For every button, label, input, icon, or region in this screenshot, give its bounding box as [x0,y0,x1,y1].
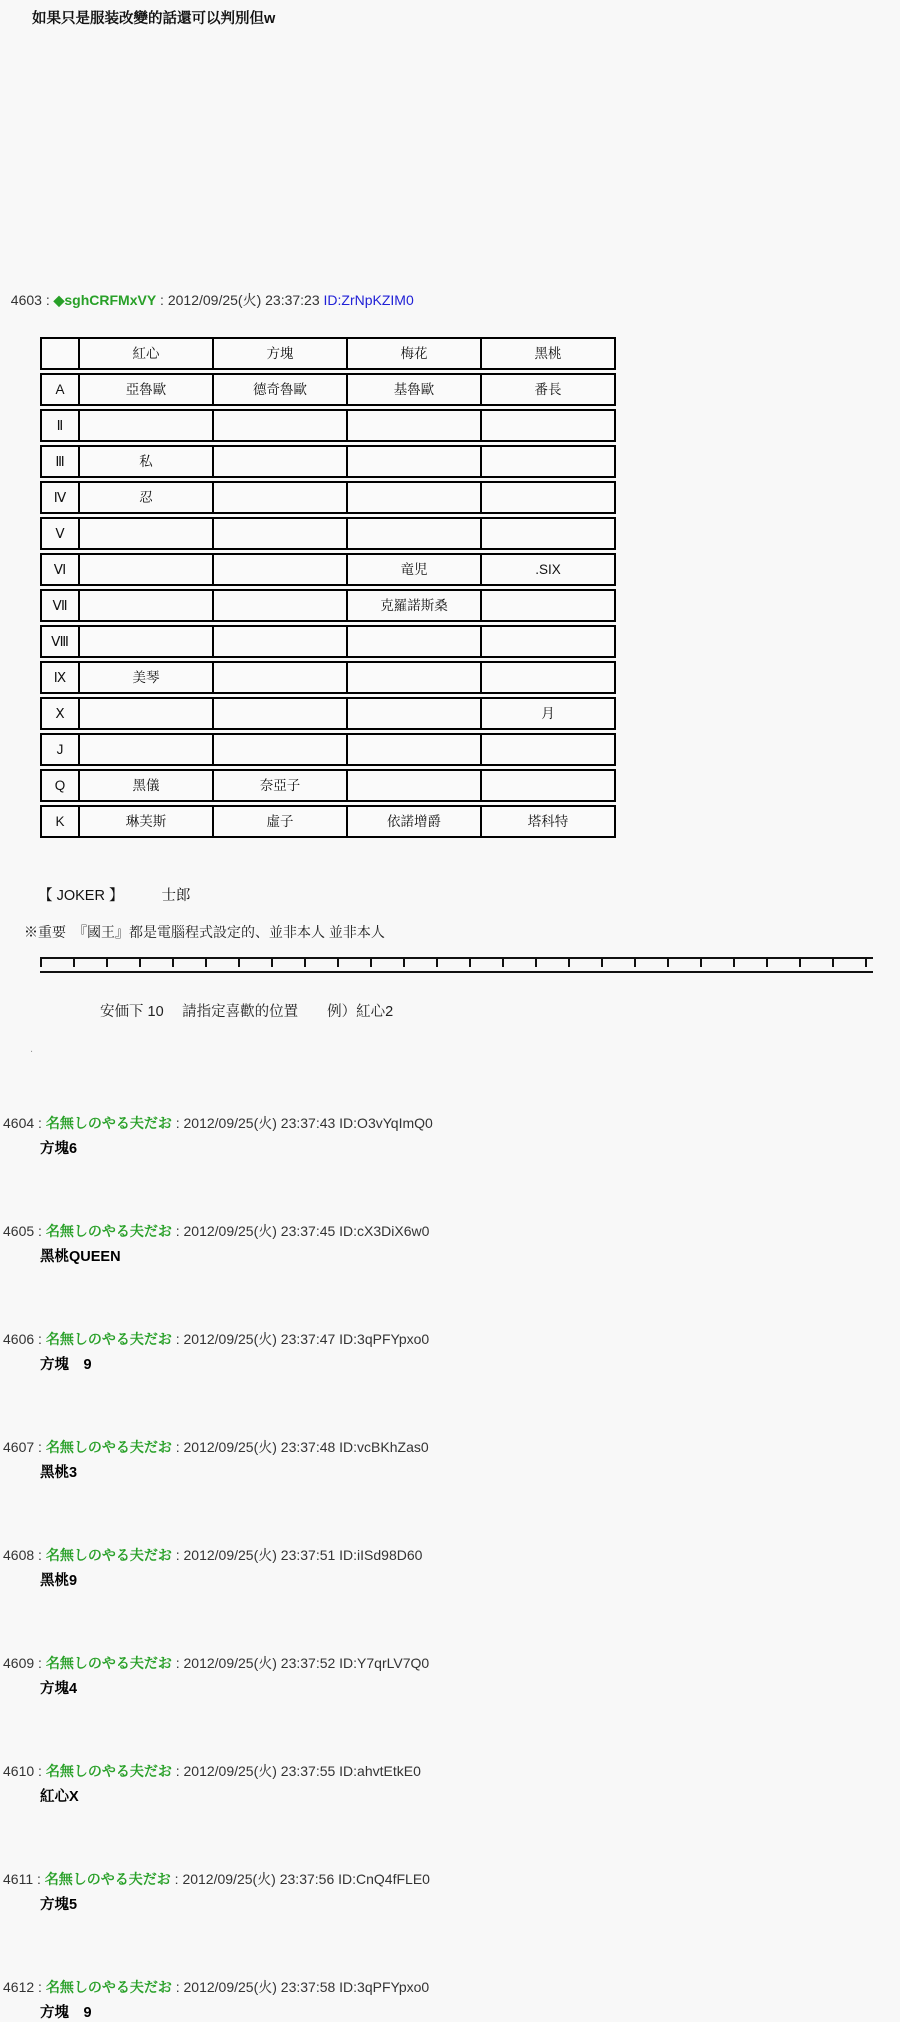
post-number: 4606 [3,1331,35,1347]
post-number: 4609 [3,1655,35,1671]
post-header [3,1977,900,1997]
table-row [40,517,616,550]
separator-colon: : [34,1331,46,1347]
post-id: ID:3qPFYpxo0 [339,1331,430,1347]
post-id: ID:vcBKhZas0 [339,1439,429,1455]
post-header [3,1437,900,1457]
table-row [40,481,616,514]
ladder-ticks [40,959,873,967]
post [0,1869,900,1914]
card-cell [212,735,346,764]
post [0,1545,900,1590]
card-cell [346,447,480,476]
post-number: 4604 [3,1115,35,1131]
card-cell [78,735,212,764]
corner-cell [42,339,78,368]
post [0,1221,900,1266]
card-cell [346,483,480,512]
poster-name: 名無しのやる夫だお [45,1115,172,1131]
card-cell: 亞魯歐 [78,375,212,404]
poster-name: 名無しのやる夫だお [45,1223,172,1239]
post-body: 方塊5 [40,1897,78,1913]
rank-cell: Ⅲ [55,454,65,469]
card-cell [212,591,346,620]
rank-cell: Ⅸ [53,670,67,685]
suit-header: 方塊 [212,339,346,368]
poster-name: 名無しのやる夫だお [45,1763,172,1779]
poster-name: 名無しのやる夫だお [45,1547,172,1563]
card-cell [212,663,346,692]
post-number: 4608 [3,1547,35,1563]
post-date: 2012/09/25(火) 23:37:23 [167,292,324,308]
card-cell [346,663,480,692]
card-cell [346,519,480,548]
card-cell: 忍 [78,483,212,512]
op-post-header [3,274,900,310]
post-body: 方塊4 [40,1681,78,1697]
table-row [40,805,616,838]
separator-colon: : [34,1439,46,1455]
card-cell [346,699,480,728]
card-cell [480,591,614,620]
card-cell: 基魯歐 [346,375,480,404]
table-row [40,445,616,478]
separator-colon: : [171,1655,184,1671]
table-row [40,661,616,694]
post [0,1329,900,1374]
post-id: ID:ahvtEtkE0 [339,1763,421,1779]
card-cell [78,591,212,620]
important-note: ※重要 『國王』都是電腦程式設定的、並非本人 並非本人 [24,924,385,940]
table-row [40,589,616,622]
post-date: 2012/09/25(火) 23:37:51 [183,1547,340,1563]
card-cell: 美琴 [78,663,212,692]
card-cell [480,735,614,764]
card-cell: 依諾增爵 [346,807,480,836]
rank-cell: J [56,742,64,757]
card-cell: 奈亞子 [212,771,346,800]
card-table [40,337,616,838]
table-row [40,625,616,658]
separator-colon: : [33,1871,45,1887]
post-header [3,1545,900,1565]
card-cell [212,447,346,476]
separator-colon: : [170,1871,183,1887]
card-cell [78,519,212,548]
poster-name: 名無しのやる夫だお [45,1979,172,1995]
post-body: 紅心X [40,1789,79,1805]
separator-colon: : [171,1547,184,1563]
card-cell [78,627,212,656]
card-cell [212,699,346,728]
suit-header: 黑桃 [480,339,614,368]
card-cell [480,627,614,656]
poster-tripcode-name: ◆sghCRFMxVY [53,292,157,308]
suit-header: 紅心 [78,339,212,368]
joker-value: 士郎 [161,888,191,904]
card-cell [480,483,614,512]
post-date: 2012/09/25(火) 23:37:55 [183,1763,340,1779]
post-header [3,1113,900,1133]
post-date: 2012/09/25(火) 23:37:45 [183,1223,340,1239]
post [0,1653,900,1698]
post [0,1437,900,1482]
separator-colon: : [34,1547,46,1563]
post [0,1113,900,1158]
poster-name: 名無しのやる夫だお [45,1331,172,1347]
card-cell [212,519,346,548]
card-cell [212,555,346,584]
post-id: ID:O3vYqImQ0 [339,1115,433,1131]
post-date: 2012/09/25(火) 23:37:47 [183,1331,340,1347]
card-cell [212,411,346,440]
post-header [3,1869,900,1889]
post-body: 黑桃QUEEN [40,1249,121,1265]
post-id: ID:CnQ4fFLE0 [338,1871,430,1887]
joker-label: 【 JOKER 】 [38,888,124,904]
post-header [3,1653,900,1673]
table-row [40,769,616,802]
rank-cell: Ⅹ [55,706,65,721]
card-cell [78,699,212,728]
table-row [40,553,616,586]
card-cell [480,663,614,692]
poster-name: 名無しのやる夫だお [44,1871,171,1887]
rank-cell: Ⅱ [56,418,64,433]
table-row [40,373,616,406]
anchor-instruction: 安価下 10 請指定喜歡的位置 例）紅心2 [100,1004,394,1020]
separator-colon: : [34,1979,46,1995]
post-body: 黑桃9 [40,1573,78,1589]
card-cell: 塔科特 [480,807,614,836]
card-cell: 月 [480,699,614,728]
post-number: 4603 [10,292,42,308]
card-cell [212,483,346,512]
post [0,1761,900,1806]
rank-cell: K [55,814,65,829]
card-cell: 虛子 [212,807,346,836]
post-header [3,1221,900,1241]
suit-header: 梅花 [346,339,480,368]
post-id: ID:iISd98D60 [339,1547,423,1563]
card-cell [346,771,480,800]
poster-name: 名無しのやる夫だお [45,1655,172,1671]
rank-cell: Ⅷ [51,634,69,649]
card-cell [346,627,480,656]
card-cell: 琳芙斯 [78,807,212,836]
card-cell: 竜児 [346,555,480,584]
joker-line [30,868,900,905]
separator-colon: : [34,1763,46,1779]
separator-colon: : [171,1223,184,1239]
post-id: ID:Y7qrLV7Q0 [339,1655,430,1671]
separator-colon: : [171,1115,184,1131]
post-header [3,1329,900,1349]
post-id: ID:3qPFYpxo0 [339,1979,430,1995]
card-cell: 番長 [480,375,614,404]
card-cell [346,411,480,440]
stray-dot: . [30,1043,34,1055]
table-header-row [40,337,616,370]
separator-colon: : [171,1763,184,1779]
ladder-divider [40,957,873,973]
post-id-link[interactable]: ID:ZrNpKZIM0 [323,292,414,308]
card-cell [480,519,614,548]
post-date: 2012/09/25(火) 23:37:52 [183,1655,340,1671]
card-cell [78,411,212,440]
post-header [3,1761,900,1781]
card-cell [212,627,346,656]
post-body: 黑桃3 [40,1465,78,1481]
separator-colon: : [156,292,168,308]
post-body: 方塊6 [40,1141,78,1157]
separator-colon: : [34,1223,46,1239]
post-date: 2012/09/25(火) 23:37:48 [183,1439,340,1455]
post-date: 2012/09/25(火) 23:37:58 [183,1979,340,1995]
rank-cell: Q [54,778,66,793]
card-cell [480,771,614,800]
card-cell [480,447,614,476]
post-number: 4611 [3,1871,34,1887]
post-date: 2012/09/25(火) 23:37:56 [182,1871,339,1887]
separator-colon: : [171,1331,184,1347]
post-id: ID:cX3DiX6w0 [339,1223,430,1239]
separator-colon: : [171,1979,184,1995]
card-cell: 德奇魯歐 [212,375,346,404]
post-date: 2012/09/25(火) 23:37:43 [183,1115,340,1131]
separator-colon: : [171,1439,184,1455]
previous-post-body-text: 如果只是服装改變的話還可以判別但w [32,11,276,27]
rank-cell: Ⅵ [53,562,67,577]
reply-list [0,1113,900,2022]
table-row [40,409,616,442]
separator-colon: : [34,1655,46,1671]
table-row [40,733,616,766]
table-row [40,697,616,730]
card-cell: 克羅諾斯桑 [346,591,480,620]
rank-cell: Ⅶ [52,598,68,613]
post-body: 方塊 9 [40,1357,92,1373]
card-cell [78,555,212,584]
rank-cell: Ⅳ [53,490,67,505]
rank-cell: A [55,382,65,397]
post-number: 4607 [3,1439,35,1455]
card-cell [480,411,614,440]
card-cell: .SIX [480,555,614,584]
post-number: 4605 [3,1223,35,1239]
post-number: 4612 [3,1979,35,1995]
separator-colon: : [41,292,54,308]
card-cell: 黑儀 [78,771,212,800]
poster-name: 名無しのやる夫だお [45,1439,172,1455]
rank-cell: Ⅴ [55,526,65,541]
post-number: 4610 [3,1763,35,1779]
post-body: 方塊 9 [40,2005,92,2021]
card-cell: 私 [78,447,212,476]
separator-colon: : [34,1115,46,1131]
card-cell [346,735,480,764]
